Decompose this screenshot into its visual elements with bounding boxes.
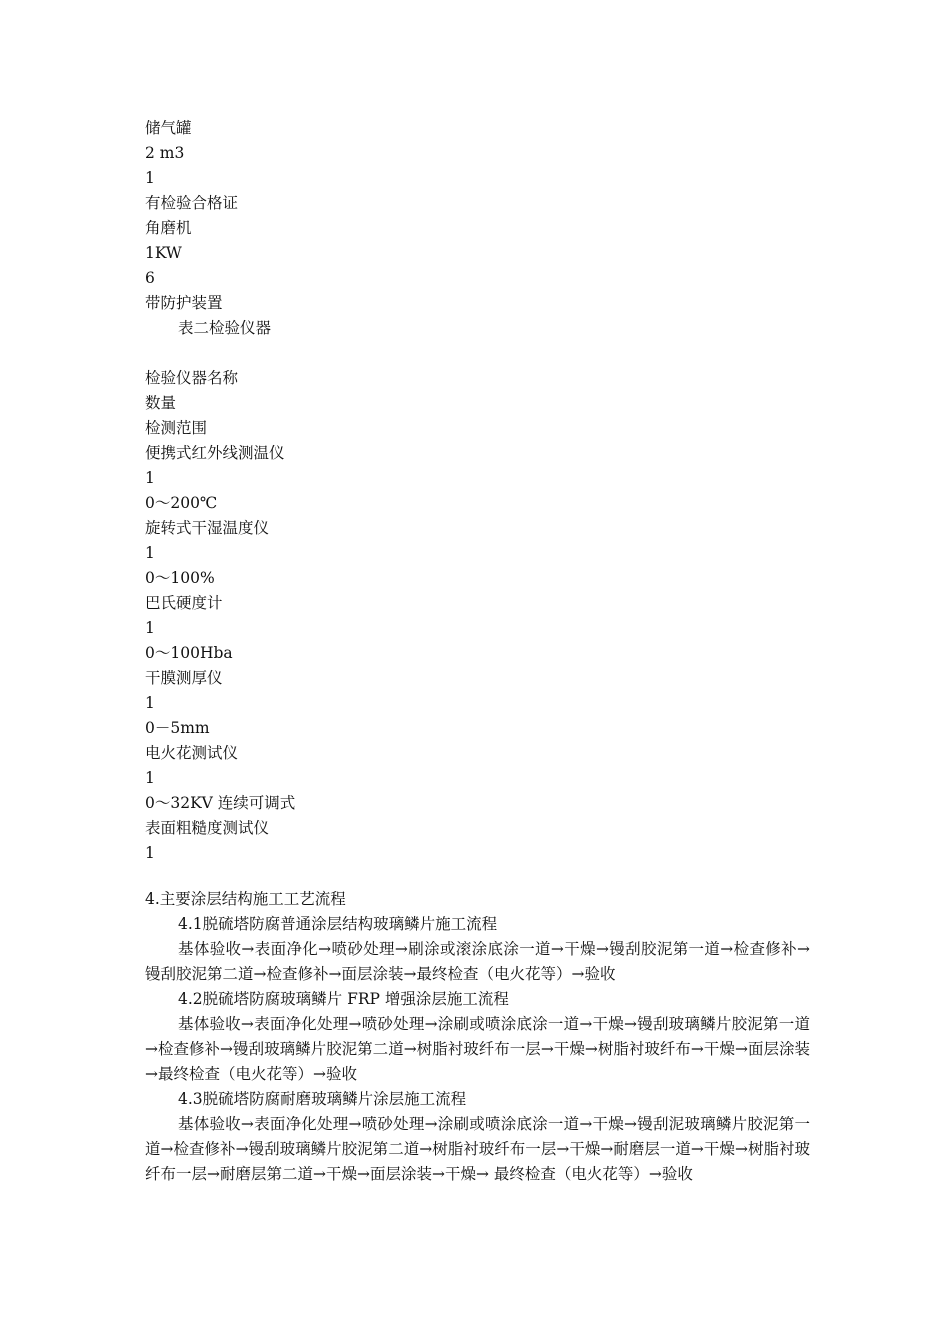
table-cell: 便携式红外线测温仪 — [145, 444, 285, 462]
table-cell: 0～200℃ — [145, 494, 218, 512]
table-title: 表二检验仪器 — [178, 319, 272, 337]
table-cell: 2 m3 — [145, 144, 185, 162]
section-title: 4.主要涂层结构施工工艺流程 — [145, 890, 346, 908]
spacer — [145, 341, 810, 366]
table-cell: 1 — [145, 769, 155, 787]
table-cell: 1KW — [145, 244, 182, 262]
table-cell: 巴氏硬度计 — [145, 594, 223, 612]
table-content — [145, 116, 810, 866]
table-header-cell: 数量 — [145, 394, 177, 412]
table-cell: 0～32KV 连续可调式 — [145, 794, 296, 812]
table-cell: 1 — [145, 619, 155, 637]
table-cell: 角磨机 — [145, 219, 192, 237]
table-cell: 1 — [145, 469, 155, 487]
table-cell: 干膜测厚仪 — [145, 669, 223, 687]
subsection-heading: 4.3脱硫塔防腐耐磨玻璃鳞片涂层施工流程 — [178, 1090, 467, 1108]
table-cell: 带防护装置 — [145, 294, 223, 312]
table-cell: 表面粗糙度测试仪 — [145, 819, 270, 837]
table-cell: 1 — [145, 694, 155, 712]
table-cell: 电火花测试仪 — [145, 744, 239, 762]
subsection-body: 基体验收→表面净化处理→喷砂处理→涂刷或喷涂底涂一道→干燥→镘刮泥玻璃鳞片胶泥第一道→检查修补→镘刮玻璃鳞片胶泥第二道→树脂衬玻纤布一层→干燥→耐磨层一道→干燥→树脂衬玻纤布一层→耐磨层第二道→干燥→面层涂装→干燥→ 最终检查（电火花等）→验收 — [145, 1115, 810, 1183]
table-cell: 旋转式干湿温度仪 — [145, 519, 270, 537]
table-cell: 储气罐 — [145, 119, 192, 137]
table-cell: 0～100% — [145, 569, 215, 587]
table-cell: 0～100Hba — [145, 644, 233, 662]
table-cell: 1 — [145, 544, 155, 562]
table-header-cell: 检测范围 — [145, 419, 208, 437]
table-cell: 0－5mm — [145, 719, 210, 737]
table-header-cell: 检验仪器名称 — [145, 369, 239, 387]
subsection-body: 基体验收→表面净化处理→喷砂处理→涂刷或喷涂底涂一道→干燥→镘刮玻璃鳞片胶泥第一道→检查修补→镘刮玻璃鳞片胶泥第二道→树脂衬玻纤布一层→干燥→树脂衬玻纤布→干燥→面层涂装→最终检查（电火花等）→验收 — [145, 1015, 810, 1083]
table-cell: 1 — [145, 169, 155, 187]
section-4 — [145, 887, 810, 1187]
table-cell: 有检验合格证 — [145, 194, 239, 212]
table-cell: 6 — [145, 269, 155, 287]
subsection-heading: 4.1脱硫塔防腐普通涂层结构玻璃鳞片施工流程 — [178, 915, 498, 933]
subsection-heading: 4.2脱硫塔防腐玻璃鳞片 FRP 增强涂层施工流程 — [178, 990, 509, 1008]
subsection-body: 基体验收→表面净化→喷砂处理→刷涂或滚涂底涂一道→干燥→镘刮胶泥第一道→检查修补→镘刮胶泥第二道→检查修补→面层涂装→最终检查（电火花等）→验收 — [145, 940, 810, 983]
table-cell: 1 — [145, 844, 155, 862]
